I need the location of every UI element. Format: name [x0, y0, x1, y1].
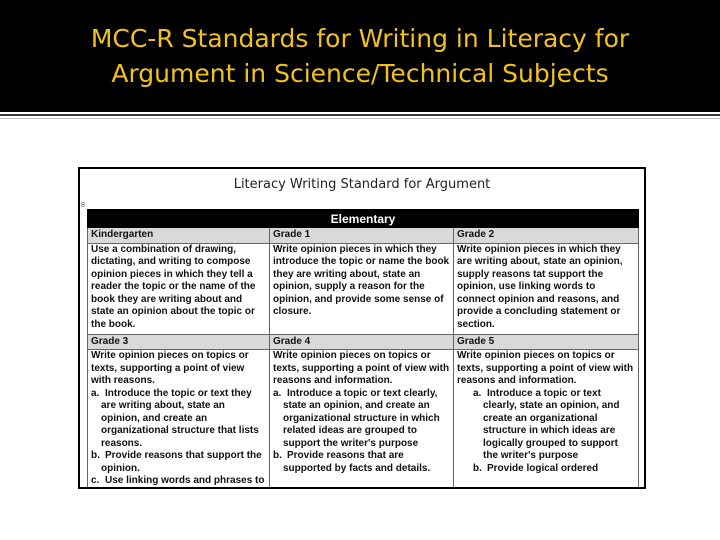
- grade-header-grade-2: Grade 2: [454, 228, 639, 244]
- band-header: Elementary: [88, 210, 639, 228]
- grade-header-grade-5: Grade 5: [454, 334, 639, 350]
- grade-header-grade-3: Grade 3: [88, 334, 270, 350]
- slide-title-bar: [0, 0, 720, 112]
- standard-cell-grade-2: [454, 243, 639, 334]
- slide-title-line-2: Argument in Science/Technical Subjects: [111, 59, 609, 88]
- standard-intro: Write opinion pieces on topics or texts, supporting a point of view with reasons.: [91, 350, 249, 386]
- document-side-mark: 8: [81, 202, 85, 209]
- grade-header-grade-1: Grade 1: [270, 228, 454, 244]
- standard-list-item: c. Use linking words and phrases to: [91, 475, 265, 486]
- standard-cell-grade-5: [454, 350, 639, 489]
- grade-header-kindergarten: Kindergarten: [88, 228, 270, 244]
- standard-intro: Write opinion pieces on topics or texts, supporting a point of view with reasons and information.: [273, 350, 450, 386]
- standards-table: [87, 209, 639, 489]
- standard-row: [88, 350, 639, 489]
- standard-list-item: a. Introduce a topic or text clearly, state an opinion, and create an organizational structure in which ideas are logically grouped to support the writer's purpose: [473, 387, 620, 461]
- title-divider-secondary: [0, 118, 720, 119]
- standard-cell-grade-4: [270, 350, 454, 489]
- document-title: Literacy Writing Standard for Argument: [233, 177, 491, 192]
- slide-title-line-1: MCC-R Standards for Writing in Literacy for: [90, 24, 630, 53]
- standard-list-item: a. Introduce the topic or text they are writing about, state an opinion, and create an organizational structure that lists reasons.: [91, 387, 259, 449]
- standard-text: Write opinion pieces in which they introduce the topic or name the book they are writing about, state an opinion, supply a reason for the opinion, and provide some sense of closure.: [273, 243, 450, 317]
- standards-document-image: [78, 167, 646, 489]
- grade-header-grade-4: Grade 4: [270, 334, 454, 350]
- standard-intro: Write opinion pieces on topics or texts, supporting a point of view with reasons and information.: [457, 350, 634, 386]
- standard-cell-grade-1: [270, 243, 454, 334]
- standard-text: Write opinion pieces in which they are writing about, state an opinion, supply reasons tat support the opinion, use linking words to connect opinion and reasons, and provide a concluding statement or section.: [457, 243, 623, 330]
- standard-cell-grade-3: [88, 350, 270, 489]
- standard-list-item: b. Provide logical ordered: [473, 462, 599, 474]
- grade-header-row: [88, 334, 639, 350]
- standard-list-item: a. Introduce a topic or text clearly, state an opinion, and create an organizational structure in which related ideas are grouped to support the writer's purpose: [273, 387, 440, 449]
- standard-text: Use a combination of drawing, dictating, and writing to compose opinion pieces in which they tell a reader the topic or the name of the book they are writing about and state an opinion about the topic or the book.: [91, 243, 256, 330]
- standard-cell-kindergarten: [88, 243, 270, 334]
- grade-header-row: [88, 228, 639, 244]
- standard-list-item: b. Provide reasons that support the opinion.: [91, 450, 262, 474]
- standard-list-item: b. Provide reasons that are supported by facts and details.: [273, 450, 431, 474]
- title-divider: [0, 114, 720, 116]
- standard-row: [88, 243, 639, 334]
